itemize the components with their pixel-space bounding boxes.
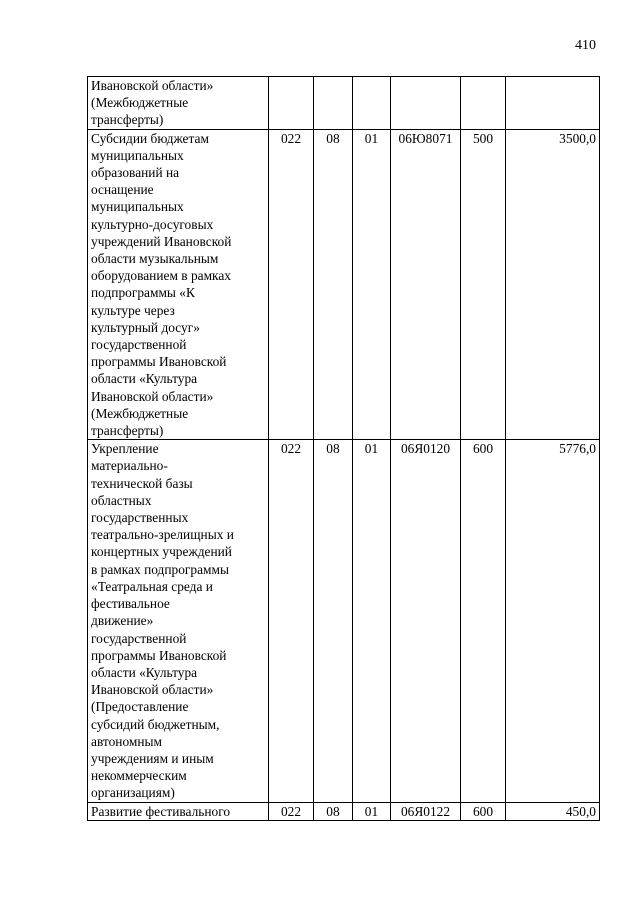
amount-cell: 450,0 <box>506 802 600 820</box>
admin-code-cell <box>269 77 314 130</box>
row-description: Развитие фестивального <box>88 802 269 820</box>
section-cell: 08 <box>314 802 353 820</box>
target-article-cell: 06Я0120 <box>391 440 461 802</box>
admin-code-cell: 022 <box>269 802 314 820</box>
table-row <box>88 440 600 802</box>
page-number: 410 <box>575 38 596 53</box>
subsection-cell <box>353 77 391 130</box>
amount-cell: 5776,0 <box>506 440 600 802</box>
expense-type-cell: 500 <box>461 129 506 440</box>
amount-cell: 3500,0 <box>506 129 600 440</box>
target-article-cell <box>391 77 461 130</box>
row-description: Ивановской области» (Межбюджетные трансферты) <box>88 77 269 130</box>
budget-table <box>87 76 600 821</box>
section-cell: 08 <box>314 129 353 440</box>
target-article-cell: 06Я0122 <box>391 802 461 820</box>
row-description: Субсидии бюджетам муниципальных образований на оснащение муниципальных культурно-досуговых учреждений Ивановской области музыкальным оборудованием в рамках подпрограммы «К культуре через культурный досуг» государственной программы Ивановской области «Культура Ивановской области» (Межбюджетные трансферты) <box>88 129 269 440</box>
table-row <box>88 129 600 440</box>
expense-type-cell <box>461 77 506 130</box>
target-article-cell: 06Ю8071 <box>391 129 461 440</box>
table-row <box>88 802 600 820</box>
subsection-cell: 01 <box>353 802 391 820</box>
amount-cell <box>506 77 600 130</box>
section-cell <box>314 77 353 130</box>
expense-type-cell: 600 <box>461 440 506 802</box>
section-cell: 08 <box>314 440 353 802</box>
admin-code-cell: 022 <box>269 129 314 440</box>
row-description: Укрепление материально- технической базы областных государственных театрально-зрелищных и концертных учреждений в рамках подпрограммы «Театральная среда и фестивальное движение» государственной программы Ивановской области «Культура Ивановской области» (Предоставление субсидий бюджетным, автономным учреждениям и иным некоммерческим организациям) <box>88 440 269 802</box>
subsection-cell: 01 <box>353 440 391 802</box>
subsection-cell: 01 <box>353 129 391 440</box>
table-row <box>88 77 600 130</box>
expense-type-cell: 600 <box>461 802 506 820</box>
admin-code-cell: 022 <box>269 440 314 802</box>
